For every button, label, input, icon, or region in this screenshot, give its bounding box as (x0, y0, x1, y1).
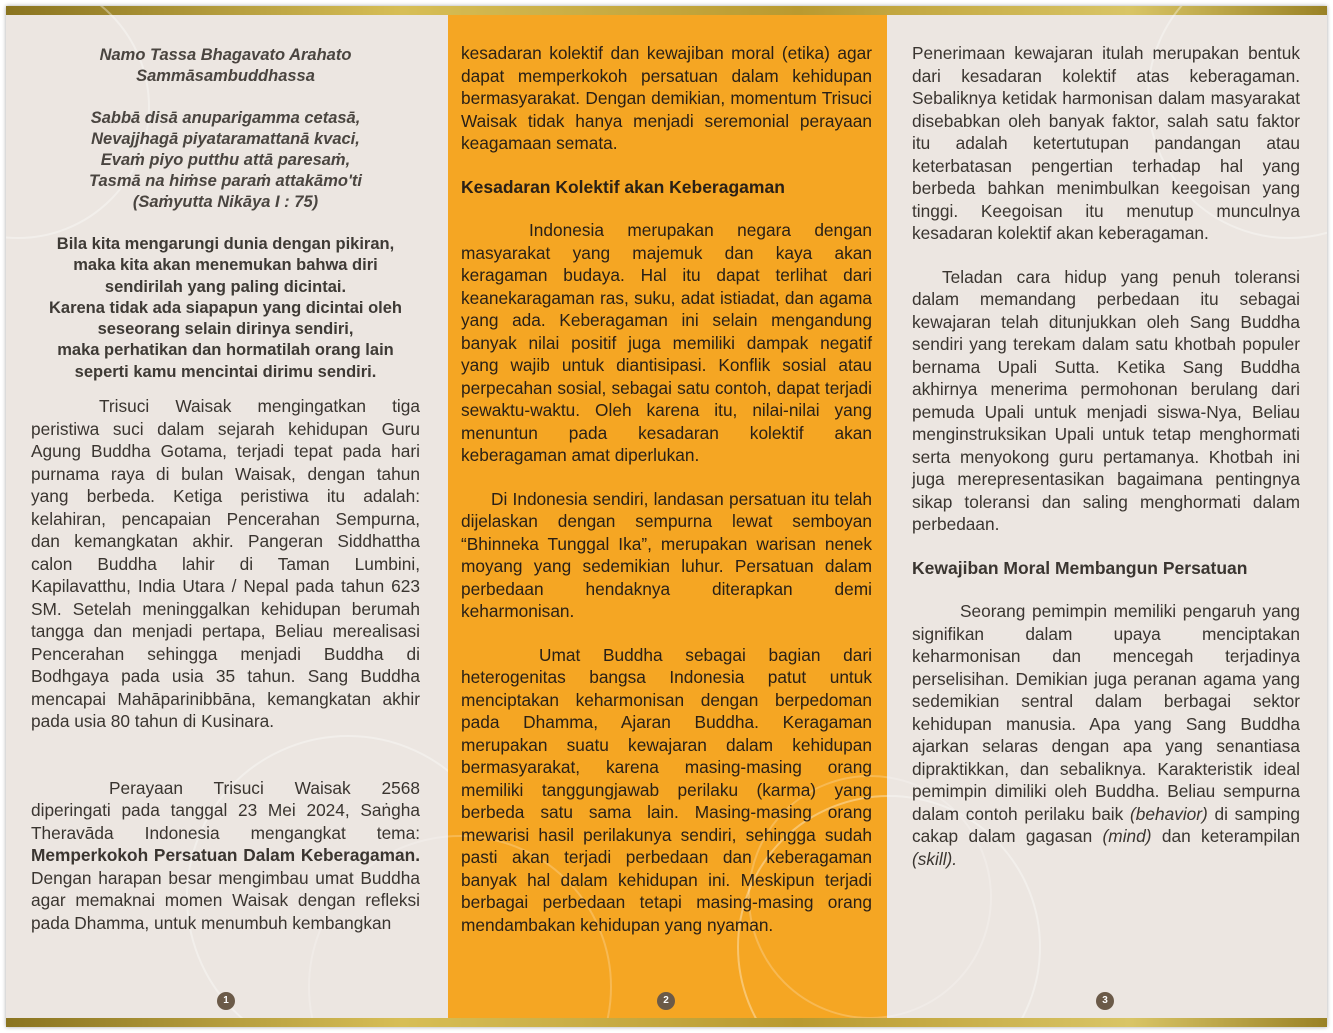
gold-top-border (6, 6, 1327, 15)
translation-line: seseorang selain dirinya sendiri, (97, 320, 354, 339)
pali-verse-line: Evaṁ piyo putthu attā paresaṁ, (100, 151, 351, 169)
brochure-spread (6, 6, 1327, 1027)
translation-line: Karena tidak ada siapapun yang dicintai oleh (48, 298, 402, 317)
translation-line: sendirilah yang paling dicintai. (104, 277, 347, 296)
pali-verse-line: Nevajjhagā piyataramattanā kvaci, (91, 130, 360, 148)
panel-1 (6, 15, 448, 1018)
verse-title-line: Sammāsambuddhassa (136, 67, 315, 85)
translation-line: seperti kamu mencintai dirimu sendiri. (74, 362, 377, 381)
translation-line: maka kita akan menemukan bahwa diri (73, 256, 378, 275)
gold-bottom-border (6, 1018, 1327, 1027)
paragraph-penerimaan: Penerimaan kewajaran itulah merupakan bentuk dari kesadaran kolektif atas keberagaman. Sebaliknya ketidak harmonisan dalam masyarakat disebabkan oleh banyak faktor, salah satu faktor itu adalah ketertutupan pandangan atau keterbatasan pengertian terhadap hal yang berbeda bahkan menimbulkan keegoisan yang tinggi. Keegoisan itu menutup munculnya kesadaran kolektif akan keberagaman. (912, 43, 1300, 243)
section-heading-keberagaman: Kesadaran Kolektif akan Keberagaman (461, 176, 785, 197)
theme-text: Memperkokoh Persatuan Dalam Keberagaman. (31, 845, 420, 866)
term-behavior: (behavior) (1130, 803, 1208, 824)
paragraph-umat-buddha: Umat Buddha sebagai bagian dari heterogenitas bangsa Indonesia patut untuk menciptakan keharmonisan dengan berpedoman pada Dhamma, Ajaran Buddha. Keragaman merupakan suatu kewajaran dalam kehidupan bermasyarakat, karena masing-masing orang memiliki tanggungjawab perilaku (karma) yang berbeda satu sama lain. Masing-masing orang mewarisi hasil perilakunya sendiri, sehingga sudah pasti akan terjadi perbedaan dan keberagaman banyak hal dalam kehidupan ini. Meskipun terjadi berbagai perbedaan tetapi masing-masing orang mendambakan kehidupan yang nyaman. (461, 644, 872, 935)
verse-source: (Saṁyutta Nikāya I : 75) (132, 193, 319, 211)
paragraph-pemimpin (912, 600, 1300, 870)
paragraph-pemimpin-text: di samping cakap dalam gagasan (912, 803, 1300, 846)
paragraph-perayaan (31, 777, 420, 935)
paragraph-perayaan-continuation: Dengan harapan besar mengimbau umat Buddha agar memaknai momen Waisak dengan refleksi pada Dhamma, untuk menumbuh kembangkan (31, 867, 420, 933)
pali-verse-line: Tasmā na hiṁse paraṁ attakāmo'ti (89, 172, 362, 190)
paragraph-perayaan-text: Perayaan Trisuci Waisak 2568 diperingati pada tanggal 23 Mei 2024, Saṅgha Theravāda Indonesia mengangkat tema: (31, 777, 420, 843)
section-heading-kewajiban: Kewajiban Moral Membangun Persatuan (912, 557, 1248, 578)
paragraph-teladan: Teladan cara hidup yang penuh toleransi dalam memandang perbedaan itu sebagai kewajaran telah ditunjukkan oleh Sang Buddha sendiri yang terekam dalam satu khotbah populer bernama Upali Sutta. Ketika Sang Buddha akhirnya menerima permohonan berulang dari pemuda Upali untuk menjadi siswa-Nya, Beliau menginstruksikan Upali untuk tetap menghormati serta menyokong guru pertamanya. Khotbah ini juga merepresentasikan bagaimana pentingnya sikap toleransi dan saling menghormati dalam perbedaan. (912, 266, 1300, 534)
page-number-badge: 1 (217, 992, 235, 1010)
paragraph-indonesia: Indonesia merupakan negara dengan masyarakat yang majemuk dan kaya akan keragaman budaya. Hal itu dapat terlihat dari keanekaragaman ras, suku, adat istiadat, dan agama yang ada. Keberagaman ini selain mengandung banyak nilai positif juga memiliki dampak negatif yang wajib untuk diantisipasi. Konflik sosial atau perpecahan sosial, sebagai satu contoh, dapat terjadi sewaktu-waktu. Oleh karena itu, nilai-nilai yang menuntun pada kesadaran kolektif akan keberagaman amat diperlukan. (461, 220, 872, 465)
panel-3 (887, 15, 1327, 1018)
paragraph-pemimpin-text: Seorang pemimpin memiliki pengaruh yang signifikan dalam upaya menciptakan keharmonisan dan mencegah terjadinya perselisihan. Demikian juga peranan agama yang sedemikian sentral dalam berbagai sektor kehidupan manusia. Apa yang Sang Buddha ajarkan selaras dengan apa yang senantiasa dipraktikkan, dan sebaliknya. Karakteristik ideal pemimpin dimiliki oleh Buddha. Beliau sempurna dalam contoh perilaku baik (912, 601, 1300, 824)
paragraph-continuation: kesadaran kolektif dan kewajiban moral (etika) agar dapat memperkokoh persatuan dalam kehidupan bermasyarakat. Dengan demikian, momentum Trisuci Waisak tidak hanya menjadi seremonial perayaan keagamaan semata. (461, 43, 872, 153)
term-skill: (skill). (912, 848, 958, 869)
panel-2 (448, 15, 887, 1018)
paragraph-pemimpin-text: dan keterampilan (1151, 826, 1300, 846)
translation-line: Bila kita mengarungi dunia dengan pikiran, (56, 235, 395, 253)
translation-line: maka perhatikan dan hormatilah orang lain (57, 341, 394, 360)
paragraph-trisuci: Trisuci Waisak mengingatkan tiga peristiwa suci dalam sejarah kehidupan Guru Agung Buddha Gotama, terjadi tepat pada hari purnama raya di bulan Waisak, dengan tahun yang berbeda. Ketiga peristiwa itu adalah: kelahiran, pencapaian Pencerahan Sempurna, dan kemangkatan akhir. Pangeran Siddhattha calon Buddha lahir di Taman Lumbini, Kapilavatthu, India Utara / Nepal pada tahun 623 SM. Setelah meninggalkan kehidupan berumah tangga dan menjadi pertapa, Beliau merealisasi Pencerahan sehingga menjadi Buddha di Bodhgaya pada usia 35 tahun. Sang Buddha mencapai Mahāparinibbāna, kemangkatan akhir pada usia 80 tahun di Kusinara. (31, 396, 420, 732)
verse-title-line: Namo Tassa Bhagavato Arahato (99, 46, 352, 64)
pali-verse-line: Sabbā disā anuparigamma cetasā, (90, 109, 361, 127)
paragraph-bhinneka: Di Indonesia sendiri, landasan persatuan itu telah dijelaskan dengan sempurna lewat semboyan “Bhinneka Tunggal Ika”, merupakan warisan nenek moyang yang sedemikian luhur. Persatuan dalam perbedaan hendaknya diterapkan demi keharmonisan. (461, 488, 872, 621)
term-mind: (mind) (1102, 826, 1152, 846)
page-number-badge: 3 (1096, 992, 1114, 1010)
page-number-badge: 2 (657, 992, 675, 1010)
